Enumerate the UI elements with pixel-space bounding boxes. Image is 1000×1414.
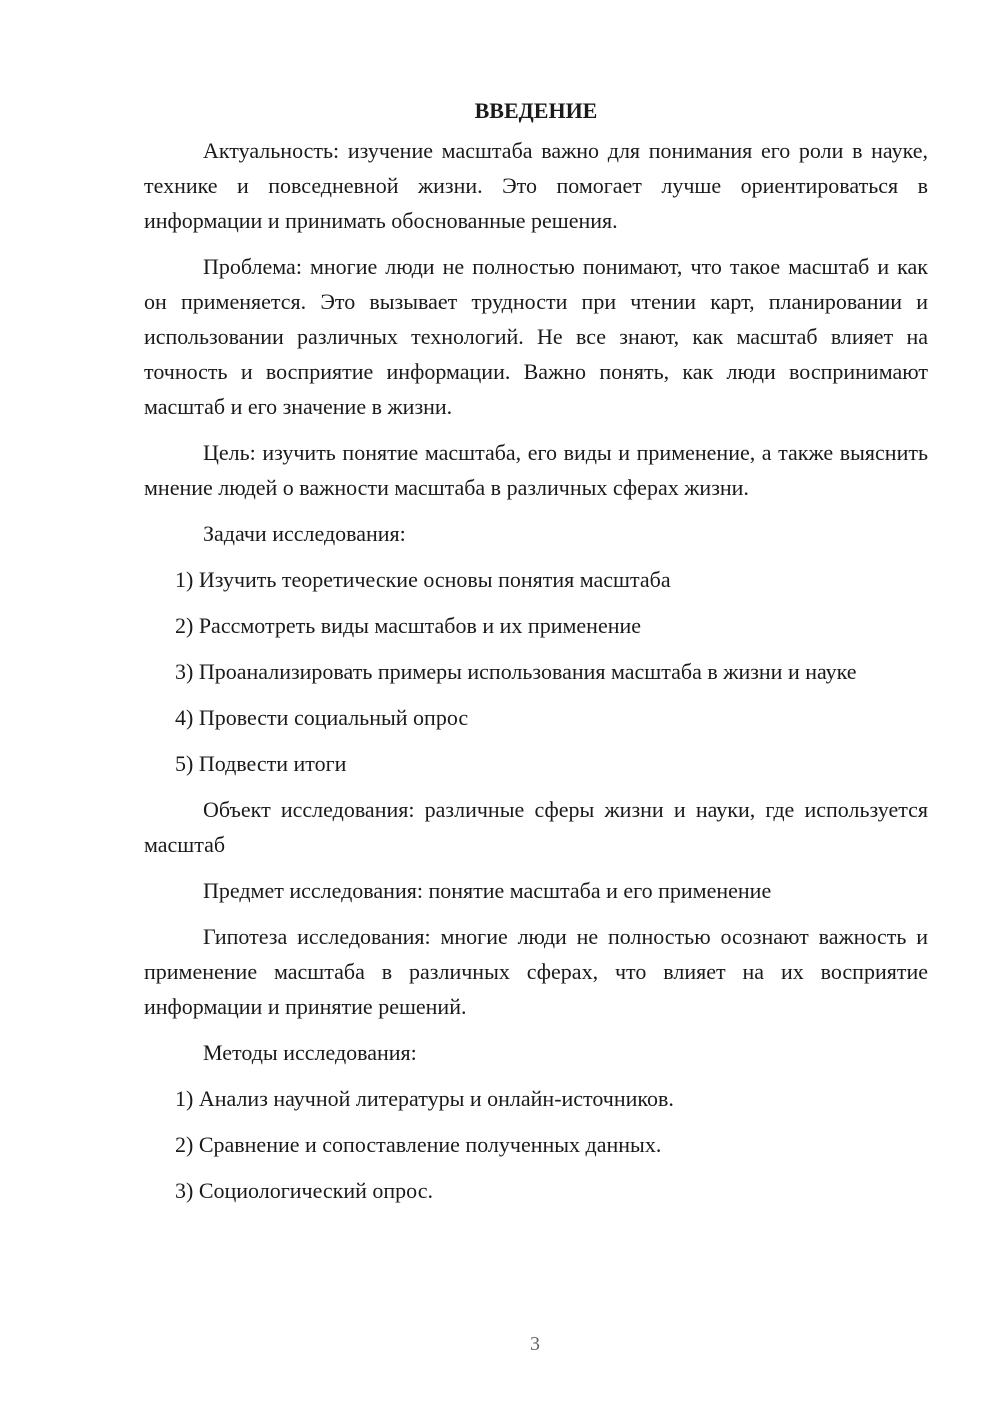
task-item: 2) Рассмотреть виды масштабов и их применение bbox=[175, 613, 642, 638]
method-item: 2) Сравнение и сопоставление полученных данных. bbox=[175, 1132, 662, 1157]
subject-paragraph: Предмет исследования: понятие масштаба и его применение bbox=[203, 878, 772, 903]
task-item: 1) Изучить теоретические основы понятия масштаба bbox=[175, 567, 671, 592]
task-item: 5) Подвести итоги bbox=[175, 751, 347, 776]
methods-heading: Методы исследования: bbox=[203, 1040, 417, 1065]
hypothesis-paragraph: Гипотеза исследования: многие люди не полностью осознают важность и применение масштаба в различных сферах, что влияет на их восприятие информации и принятие решений. bbox=[144, 924, 928, 1019]
section-title: ВВЕДЕНИЕ bbox=[474, 98, 598, 123]
problem-paragraph: Проблема: многие люди не полностью понимают, что такое масштаб и как он применяется. Это вызывает трудности при чтении карт, планировании и использовании различных технологий. Не все знают, как масштаб влияет на точность и восприятие информации. Важно понять, как люди воспринимают масштаб и его значение в жизни. bbox=[144, 254, 928, 419]
relevance-paragraph: Актуальность: изучение масштаба важно для понимания его роли в науке, технике и повседневной жизни. Это помогает лучше ориентироваться в информации и принимать обоснованные решения. bbox=[144, 138, 928, 233]
tasks-heading: Задачи исследования: bbox=[203, 521, 406, 546]
object-paragraph: Объект исследования: различные сферы жизни и науки, где используется масштаб bbox=[144, 797, 928, 857]
page-number: 3 bbox=[530, 1333, 540, 1355]
goal-paragraph: Цель: изучить понятие масштаба, его виды и применение, а также выяснить мнение людей о важности масштаба в различных сферах жизни. bbox=[144, 440, 928, 500]
task-item: 4) Провести социальный опрос bbox=[175, 705, 469, 730]
document-page bbox=[144, 93, 928, 1219]
method-item: 1) Анализ научной литературы и онлайн-источников. bbox=[175, 1086, 674, 1111]
method-item: 3) Социологический опрос. bbox=[175, 1178, 433, 1203]
task-item: 3) Проанализировать примеры использования масштаба в жизни и науке bbox=[175, 659, 857, 684]
